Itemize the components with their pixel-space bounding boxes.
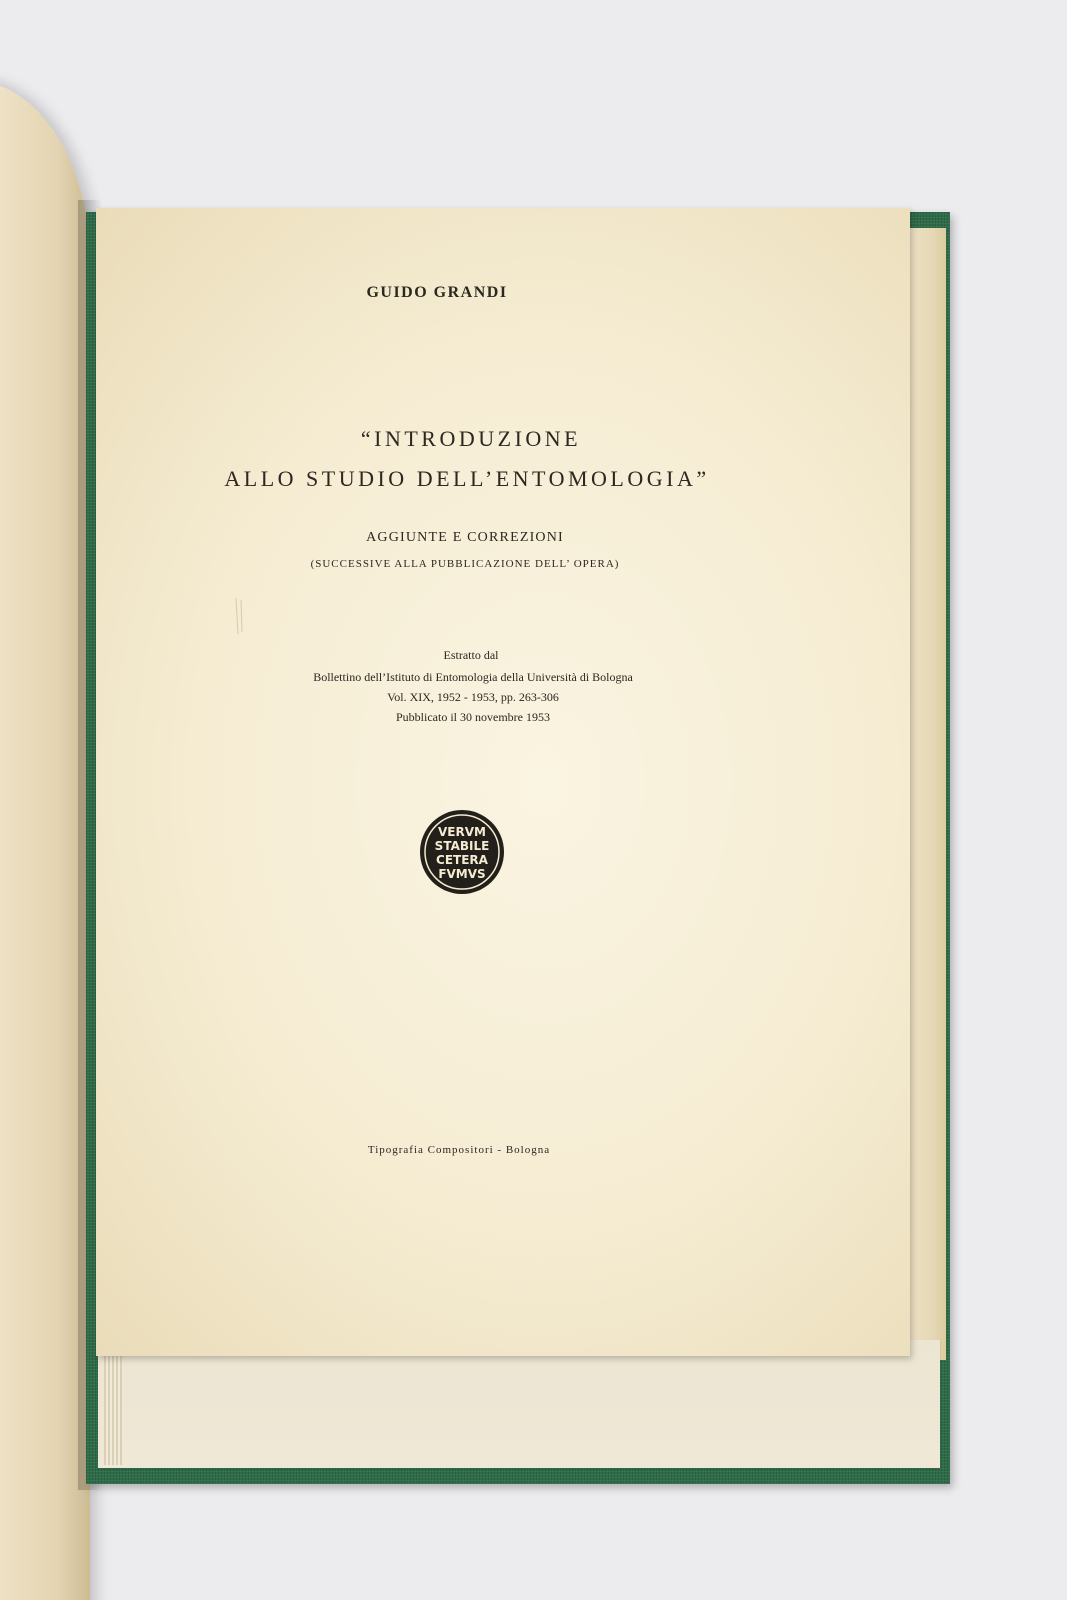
volume-info: Vol. XIX, 1952 - 1953, pp. 263-306 — [387, 690, 559, 704]
lower-sheet-edge — [104, 1355, 122, 1465]
seal-text-1: VERVM — [438, 825, 486, 839]
title-line-1: “INTRODUZIONE — [360, 426, 582, 451]
journal-name: Bollettino dell’Istituto di Entomologia della Università di Bologna — [313, 670, 633, 684]
printer-mark-seal — [418, 808, 506, 896]
pencil-mark — [232, 596, 246, 636]
subtitle-note: (SUCCESSIVE ALLA PUBBLICAZIONE DELL’ OPERA) — [310, 558, 620, 570]
printer-imprint: Tipografia Compositori - Bologna — [367, 1144, 551, 1156]
seal-text-2: STABILE — [434, 839, 490, 853]
lower-sheet — [98, 1340, 940, 1468]
title-page — [96, 208, 910, 1356]
seal-text-4: FVMVS — [438, 867, 486, 881]
publication-date: Pubblicato il 30 novembre 1953 — [396, 710, 550, 724]
subtitle: AGGIUNTE E CORREZIONI — [366, 530, 564, 545]
extract-label: Estratto dal — [443, 648, 499, 662]
author-name: GUIDO GRANDI — [366, 284, 508, 301]
seal-text-3: CETERA — [436, 853, 488, 867]
left-facing-page — [0, 80, 90, 1600]
title-line-2: ALLO STUDIO DELL’ENTOMOLOGIA” — [224, 466, 710, 491]
